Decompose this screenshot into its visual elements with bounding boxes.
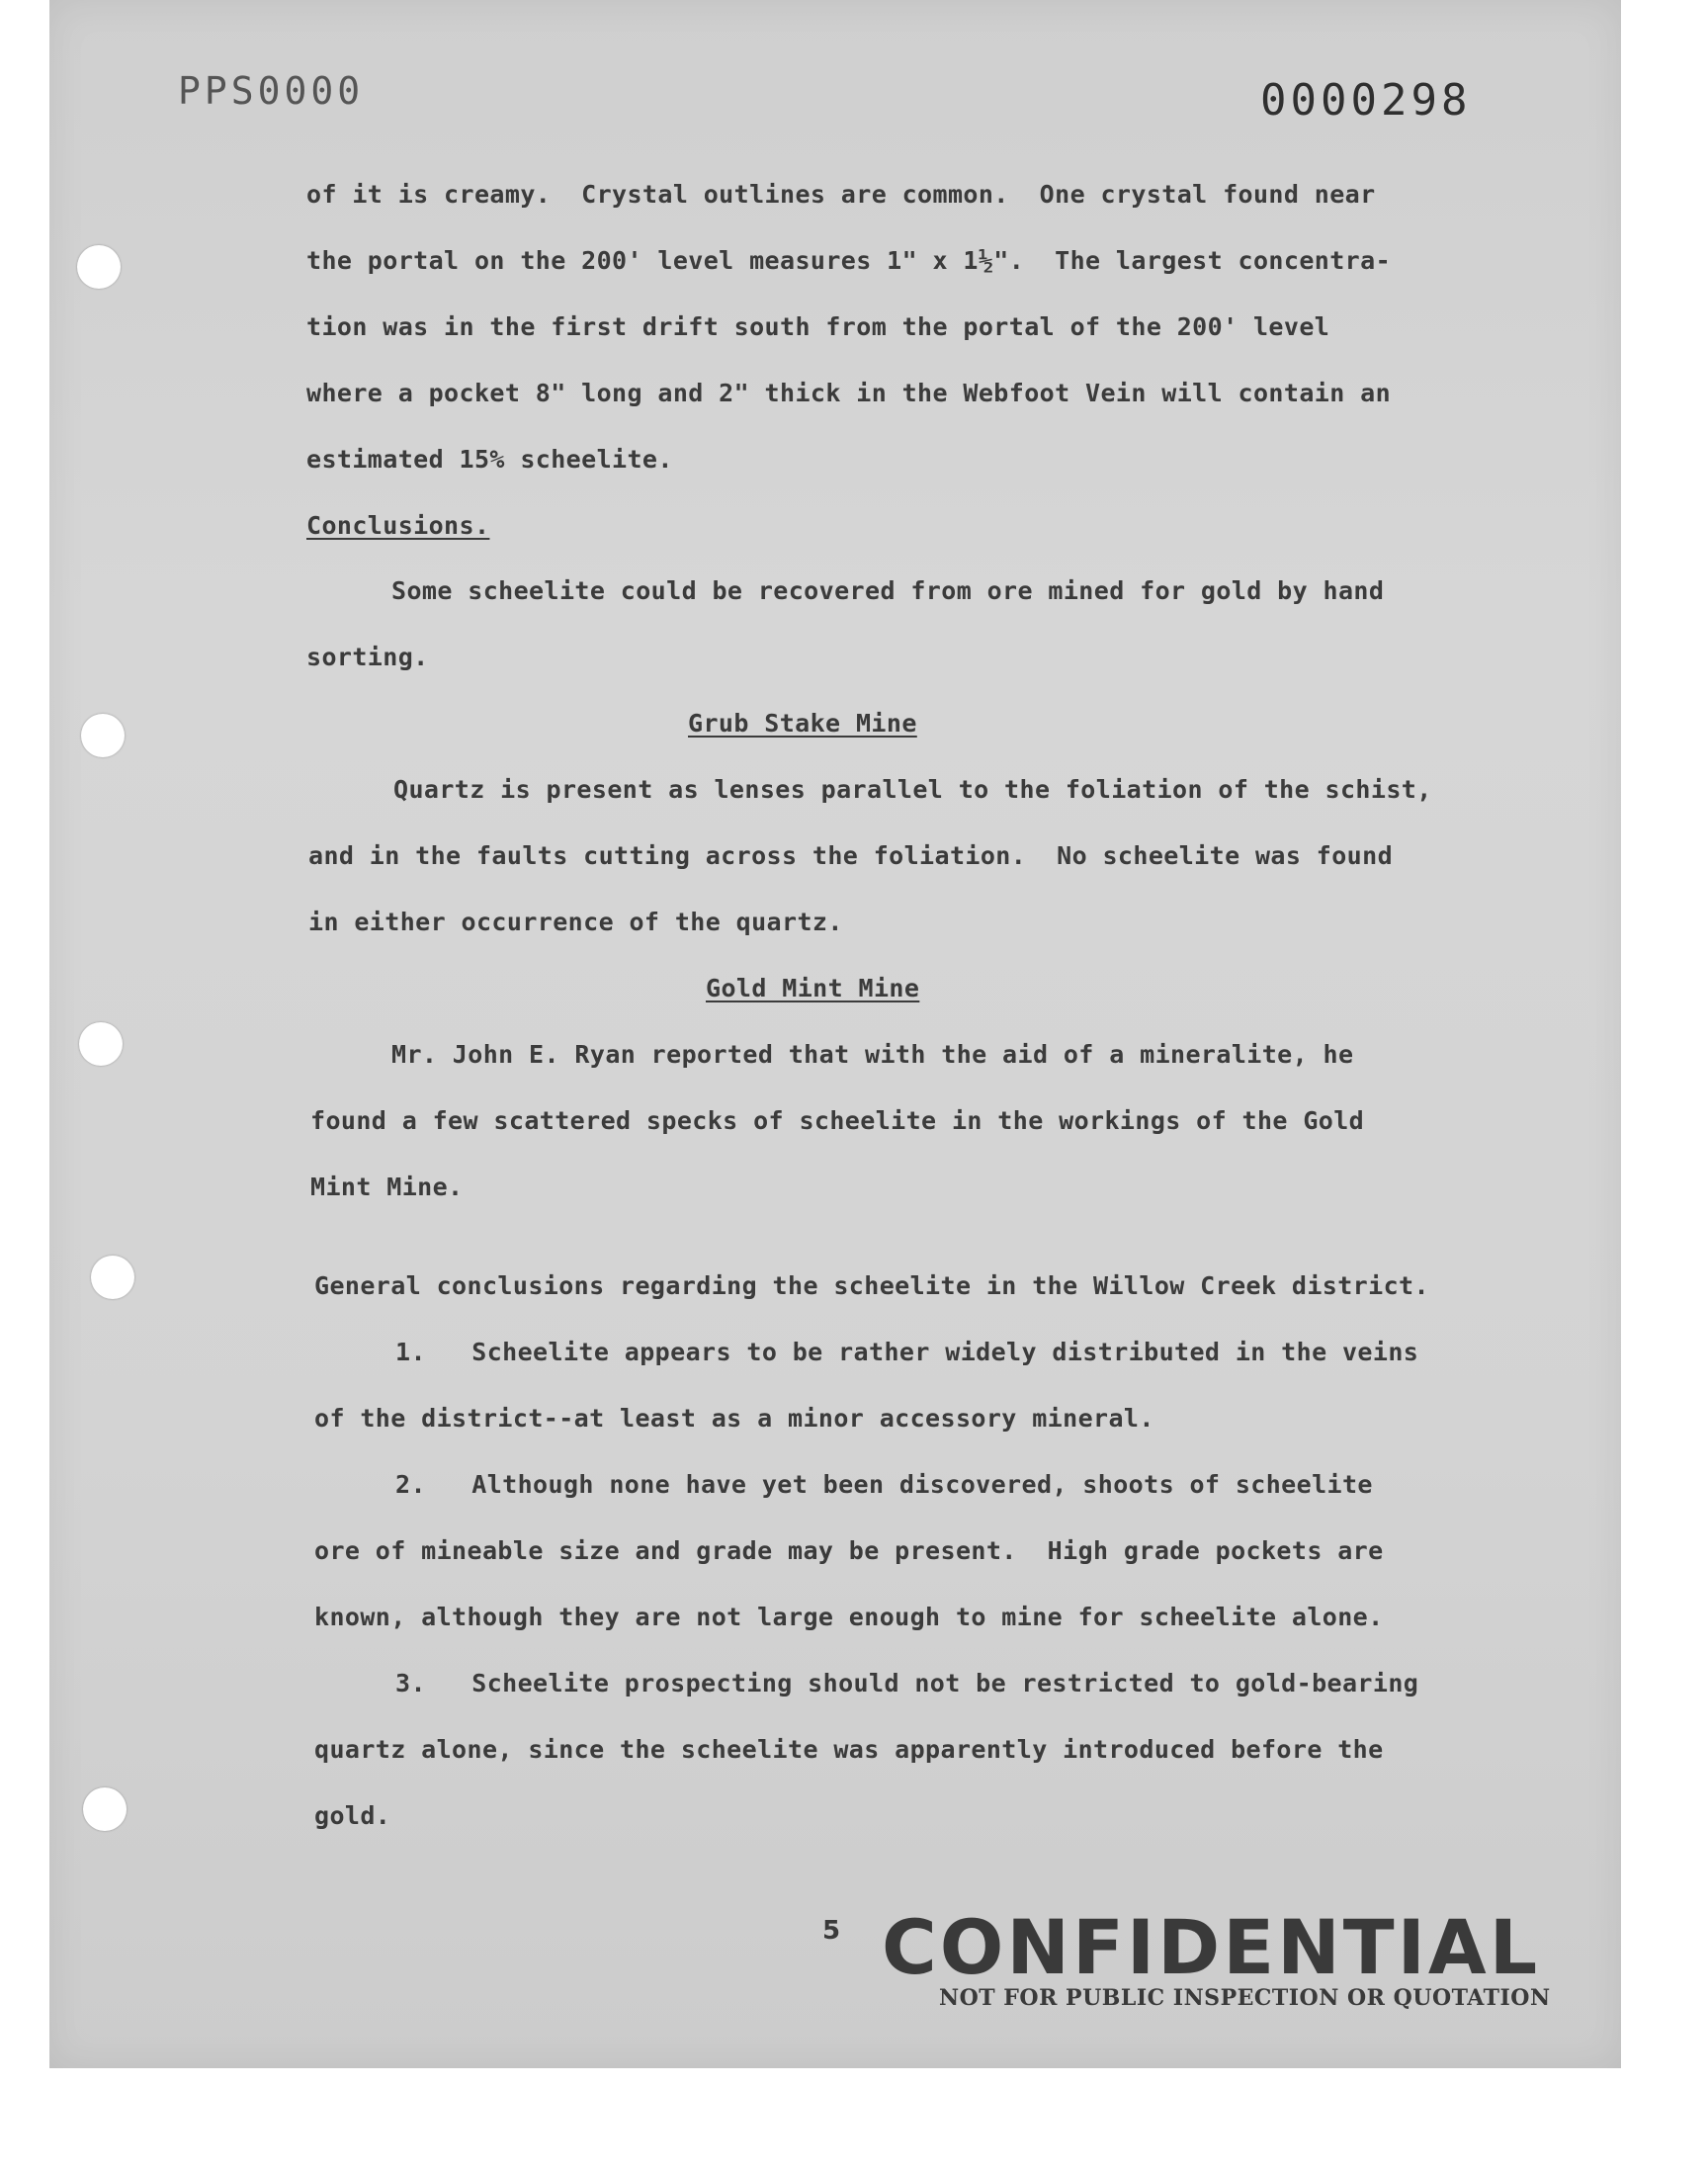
body-line: where a pocket 8" long and 2" thick in the Webfoot Vein will contain an — [306, 379, 1392, 407]
body-line: Some scheelite could be recovered from ore mined for gold by hand — [391, 576, 1385, 605]
body-line: quartz alone, since the scheelite was apparently introduced before the — [314, 1735, 1384, 1764]
body-line: tion was in the first drift south from the portal of the 200' level — [306, 312, 1330, 341]
body-line: of the district--at least as a minor accessory mineral. — [314, 1404, 1154, 1433]
body-line: Quartz is present as lenses parallel to the foliation of the schist, — [393, 775, 1432, 804]
body-line: 2. Although none have yet been discovered, shoots of scheelite — [395, 1470, 1373, 1499]
body-line: found a few scattered specks of scheelite in the workings of the Gold — [310, 1106, 1365, 1135]
punch-hole — [81, 714, 125, 757]
body-line: of it is creamy. Crystal outlines are common. One crystal found near — [306, 180, 1376, 209]
body-line: Mr. John E. Ryan reported that with the aid of a mineralite, he — [391, 1040, 1354, 1069]
body-line: the portal on the 200' level measures 1" x 1½". The largest concentra- — [306, 246, 1392, 275]
body-line: 3. Scheelite prospecting should not be restricted to gold-bearing — [395, 1669, 1419, 1697]
body-line: sorting. — [306, 643, 429, 671]
document-code-left: PPS0000 — [178, 69, 365, 113]
body-line: gold. — [314, 1801, 391, 1830]
body-line: estimated 15% scheelite. — [306, 445, 673, 474]
body-line: Mint Mine. — [310, 1173, 464, 1201]
body-line: ore of mineable size and grade may be present. High grade pockets are — [314, 1536, 1384, 1565]
body-line: 1. Scheelite appears to be rather widely distributed in the veins — [395, 1338, 1419, 1366]
punch-hole — [79, 1022, 123, 1066]
section-heading-grub-stake: Grub Stake Mine — [688, 709, 917, 738]
body-line: in either occurrence of the quartz. — [308, 908, 843, 936]
confidential-stamp: CONFIDENTIAL — [882, 1903, 1541, 1991]
punch-hole — [77, 245, 121, 289]
confidential-stamp-note: NOT FOR PUBLIC INSPECTION OR QUOTATION — [939, 1985, 1551, 2011]
section-heading-gold-mint: Gold Mint Mine — [706, 974, 920, 1002]
document-number: 0000298 — [1260, 75, 1472, 126]
page-number: 5 — [822, 1916, 841, 1946]
section-heading-conclusions: Conclusions. — [306, 511, 490, 540]
body-line: known, although they are not large enough to mine for scheelite alone. — [314, 1603, 1384, 1631]
punch-hole — [91, 1256, 134, 1299]
punch-hole — [83, 1787, 127, 1831]
section-heading-general: General conclusions regarding the scheelite in the Willow Creek district. — [314, 1271, 1429, 1300]
body-line: and in the faults cutting across the foliation. No scheelite was found — [308, 841, 1394, 870]
